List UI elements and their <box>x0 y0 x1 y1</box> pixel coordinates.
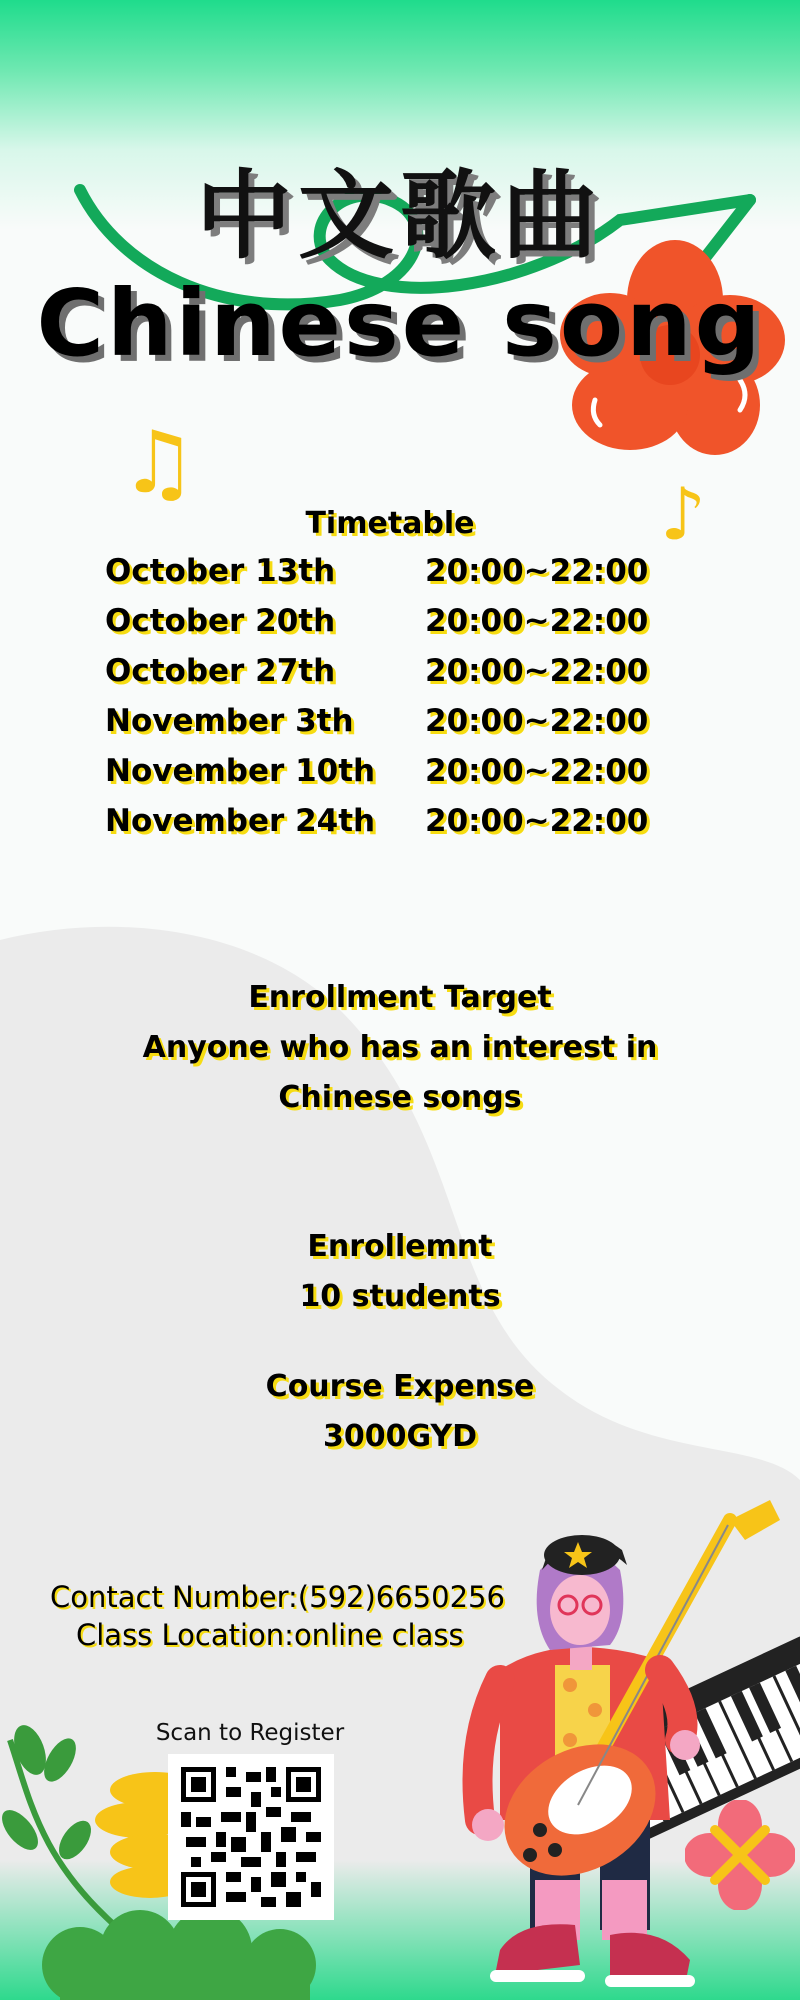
timetable-date: November 10th <box>105 753 376 789</box>
enrollment-target-line: Chinese songs <box>278 1080 522 1115</box>
timetable-row <box>105 803 648 853</box>
qr-code-icon[interactable] <box>181 1767 321 1907</box>
course-expense-section <box>0 1362 800 1462</box>
music-note-icon: ♪ <box>660 472 706 556</box>
timetable-time: 20:00~22:00 <box>425 653 649 689</box>
music-note-icon: ♫ <box>120 413 198 513</box>
timetable-time: 20:00~22:00 <box>425 753 649 789</box>
timetable-row <box>105 553 648 603</box>
scan-to-register-label: Scan to Register <box>155 1720 345 1746</box>
timetable-date: October 20th <box>105 603 336 639</box>
title-english: Chinese song <box>36 270 764 377</box>
timetable-date: October 13th <box>105 553 336 589</box>
enrollment-target-line: Anyone who has an interest in <box>142 1030 658 1065</box>
enrollment-target-section <box>0 973 800 1123</box>
timetable-date: November 3th <box>105 703 354 739</box>
timetable-date: October 27th <box>105 653 336 689</box>
enrollment-target-heading: Enrollment Target <box>248 980 552 1015</box>
timetable-time: 20:00~22:00 <box>425 803 649 839</box>
timetable-time: 20:00~22:00 <box>425 603 649 639</box>
timetable-row <box>105 653 648 703</box>
timetable-heading: Timetable <box>305 506 475 541</box>
timetable-row <box>105 703 648 753</box>
timetable-row <box>105 753 648 803</box>
enrollment-section <box>0 1222 800 1322</box>
class-location: Class Location:online class <box>76 1618 464 1652</box>
enrollment-heading: Enrollemnt <box>307 1229 493 1264</box>
qr-code-card[interactable] <box>168 1754 334 1920</box>
timetable-time: 20:00~22:00 <box>425 553 649 589</box>
guitarist-illustration <box>430 1480 800 2000</box>
course-expense-heading: Course Expense <box>265 1369 535 1404</box>
timetable-time: 20:00~22:00 <box>425 703 649 739</box>
timetable-date: November 24th <box>105 803 376 839</box>
contact-number: Contact Number:(592)6650256 <box>50 1580 505 1614</box>
enrollment-value: 10 students <box>299 1279 501 1314</box>
title-chinese: 中文歌曲 <box>196 160 604 272</box>
course-expense-value: 3000GYD <box>322 1419 478 1454</box>
timetable-list <box>105 553 648 853</box>
timetable-row <box>105 603 648 653</box>
